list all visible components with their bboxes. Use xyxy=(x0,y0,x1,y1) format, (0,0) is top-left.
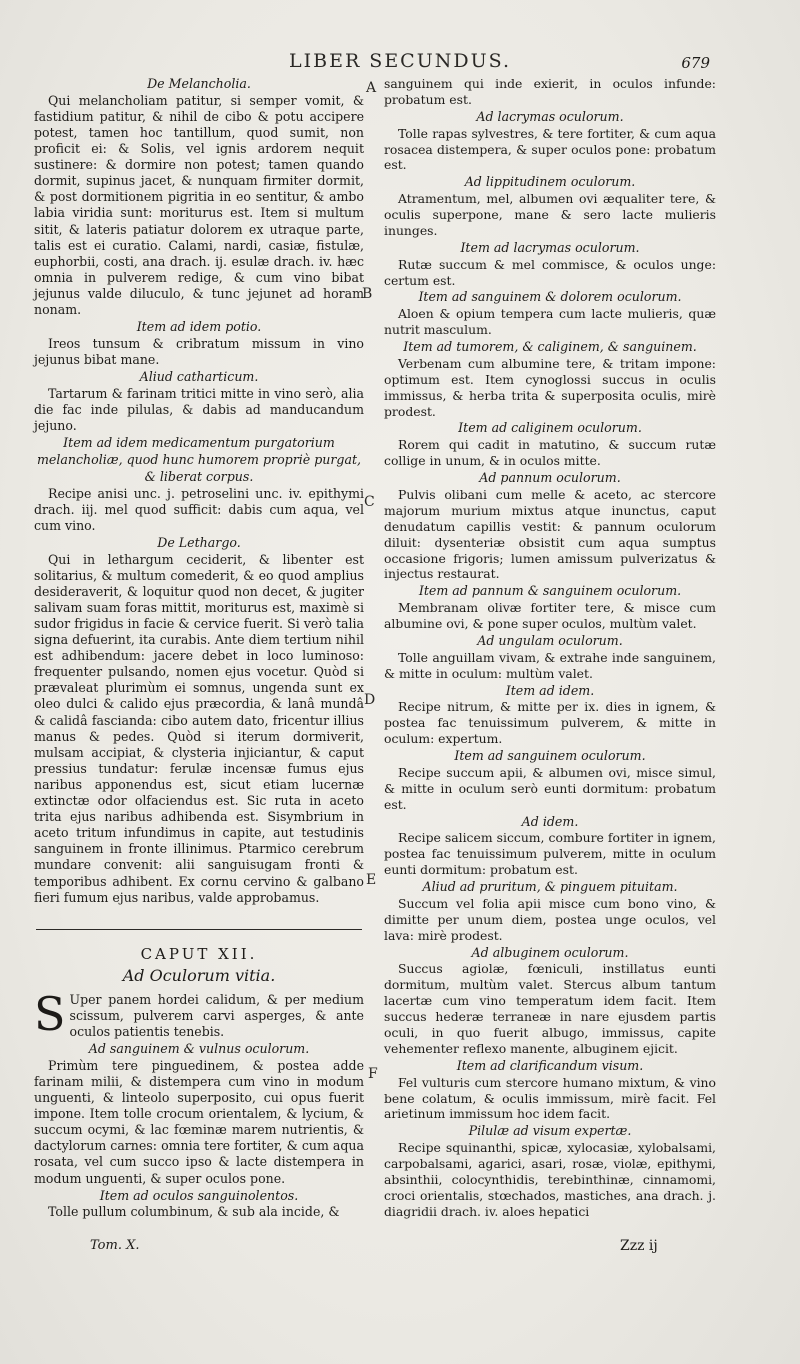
section-heading: Ad lacrymas oculorum. xyxy=(476,108,624,124)
section-sanguinem-oculorum xyxy=(384,748,716,813)
section-heading: Item ad clarificandum visum. xyxy=(456,1057,644,1073)
running-header: LIBER SECUNDUS. xyxy=(289,50,511,72)
footer-signature: Zzz ij xyxy=(620,1238,658,1254)
section-text: Membranam olivæ fortiter tere, & misce cum albumine ovi, & pone super oculos, multùm valet. xyxy=(384,600,716,632)
margin-letter-b: B xyxy=(362,286,373,302)
section-text-with-dropcap xyxy=(34,986,364,1041)
chapter-title: CAPUT XII. xyxy=(140,944,258,963)
section-albuginem xyxy=(384,945,716,1057)
section-caliginem xyxy=(384,420,716,469)
section-sanguinolentos xyxy=(34,1188,364,1221)
section-lippitudinem xyxy=(384,174,716,239)
section-heading: Item ad oculos sanguinolentos. xyxy=(99,1187,299,1203)
section-heading: Item ad sanguinem oculorum. xyxy=(454,748,646,764)
section-idem xyxy=(384,683,716,748)
chapter-subtitle: Ad Oculorum vitia. xyxy=(122,965,276,985)
margin-letter-f: F xyxy=(368,1066,378,1082)
section-heading: Ad lippitudinem oculorum. xyxy=(464,174,636,190)
section-text: Atramentum, mel, albumen ovi æqualiter tere, & oculis superpone, mane & sero lacte mulieris inunges. xyxy=(384,191,716,238)
section-text: Recipe anisi unc. j. petroselini unc. iv. epithymi drach. iij. mel quod sufficit: dabis cum aqua, vel cum vino. xyxy=(34,485,364,533)
left-column xyxy=(34,76,364,1222)
section-heading: Item ad idem. xyxy=(505,682,595,698)
margin-letter-e: E xyxy=(366,872,377,888)
section-heading: Item ad lacrymas oculorum. xyxy=(460,239,640,255)
section-heading: Ad albuginem oculorum. xyxy=(471,944,629,960)
section-sanguinem-vulnus xyxy=(34,1041,364,1187)
section-continuation xyxy=(384,76,716,108)
right-column xyxy=(384,76,716,1221)
section-ungulam xyxy=(384,633,716,682)
section-text: Recipe squinanthi, spicæ, xylocasiæ, xylobalsami, carpobalsami, agarici, asari, rosæ, violæ, epithymi, absinthii, colocynthidis, terebinthinæ, cinnamomi, croci orientalis, stœchados, mastiches, ana drach. j. diagridii drach. iv. aloes hepatici xyxy=(384,1140,716,1219)
section-opening xyxy=(34,986,364,1041)
section-sanguinem-dolorem xyxy=(384,289,716,338)
section-heading: Ad sanguinem & vulnus oculorum. xyxy=(88,1041,310,1057)
section-text: Rutæ succum & mel commisce, & oculos unge: certum est. xyxy=(384,256,716,288)
section-text: Aloen & opium tempera cum lacte mulieris, quæ nutrit masculum. xyxy=(384,306,716,338)
section-text: Qui melancholiam patitur, si semper vomit, & fastidium patitur, & nihil de cibo & potu accipere potest, tamen hoc tantillum, quod sumit, non proficit ei: & Solis, vel ignis ardorem nequit sustinere: & dormire non potest; tamen quando dormit, supinus jacet, & nunquam firmiter dormit, & post dormitionem pigritia in eo sentitur, & ambo labia viridia sunt: moriturus est. Item si multum sitit, & lateris patiatur dolorem ex utraque parte, talis est ei curatio. Calami, nardi, casiæ, fistulæ, euphorbii, costi, ana drach. ij. esulæ drach. iv. hæc omnia in pulverem redige, & cum vino bibat jejunus valde diluculo, & tunc jejunet ad horam nonam. xyxy=(34,92,364,318)
section-heading: Aliud ad pruritum, & pinguem pituitam. xyxy=(422,879,678,895)
section-text: Recipe salicem siccum, combure fortiter in ignem, postea fac tenuissimum pulverem, mitte in oculum eunti dormitum: probatum est. xyxy=(384,830,716,878)
section-clarificandum xyxy=(384,1058,716,1123)
section-heading: Pilulæ ad visum expertæ. xyxy=(468,1123,632,1139)
section-heading: Item ad idem medicamentum purgatorium melancholiæ, quod hunc humorem propriè purgat, & liberat corpus. xyxy=(36,435,362,484)
section-text: Verbenam cum albumine tere, & tritam impone: optimum est. Item cynoglossi succus in oculis immissus, & herba trita & superposita oculis, mirè prodest. xyxy=(384,355,716,419)
margin-letter-d: D xyxy=(364,692,376,708)
section-heading: De Lethargo. xyxy=(157,534,241,550)
section-heading: Item ad caliginem oculorum. xyxy=(458,420,642,436)
section-text: Tolle anguillam vivam, & extrahe inde sanguinem, & mitte in oculum: multùm valet. xyxy=(384,649,716,681)
section-catharticum xyxy=(34,369,364,434)
section-purgatorium xyxy=(34,435,364,534)
footer-volume: Tom. X. xyxy=(90,1238,140,1253)
section-lacrymas xyxy=(384,109,716,174)
section-heading: Ad ungulam oculorum. xyxy=(477,632,623,648)
section-text: Rorem qui cadit in matutino, & succum rutæ collige in unum, & in oculos mitte. xyxy=(384,437,716,469)
page-number: 679 xyxy=(681,54,710,72)
section-heading: Ad pannum oculorum. xyxy=(479,470,621,486)
section-heading: Item ad tumorem, & caliginem, & sanguinem. xyxy=(403,339,697,355)
section-text: Succus agiolæ, fœniculi, instillatus eunti dormitum, multùm valet. Stercus album tantum lacertæ cum vino temperatum idem facit. Item succus hederæ terraneæ in nare ejusdem partis oculi, in quo fuerit albugo, immissus, capite vehementer reflexo manente, albuginem ejicit. xyxy=(384,961,716,1056)
section-tumorem xyxy=(384,339,716,419)
section-text: Fel vulturis cum stercore humano mixtum, & vino bene colatum, & oculis immissum, mirè facit. Fel arietinum immissum hoc idem facit. xyxy=(384,1074,716,1122)
section-text: Recipe succum apii, & albumen ovi, misce simul, & mitte in oculum serò eunti dormitum: probatum est. xyxy=(384,764,716,812)
section-heading: Item ad sanguinem & dolorem oculorum. xyxy=(418,289,682,305)
section-ad-idem xyxy=(384,814,716,879)
section-heading: De Melancholia. xyxy=(147,76,251,91)
section-text: Tartarum & farinam tritici mitte in vino serò, alia die fac inde pilulas, & dabis ad manducandum jejuno. xyxy=(34,385,364,434)
section-text: Recipe nitrum, & mitte per ix. dies in ignem, & postea fac tenuissimum pulverem, & mitte in oculum: expertum. xyxy=(384,699,716,747)
section-text: Ireos tunsum & cribratum missum in vino jejunus bibat mane. xyxy=(34,335,364,367)
section-lethargo xyxy=(34,535,364,906)
section-heading: Aliud catharticum. xyxy=(139,369,259,385)
section-pannum xyxy=(384,470,716,582)
section-text: Succum vel folia apii misce cum bono vino, & dimitte per unum diem, postea unge oculos, vel lava: mirè prodest. xyxy=(384,895,716,943)
drop-cap: S xyxy=(34,986,66,1041)
section-text: Tolle rapas sylvestres, & tere fortiter, & cum aqua rosacea distempera, & super oculos pone: probatum est. xyxy=(384,125,716,173)
section-text: Uper panem hordei calidum, & per medium scissum, pulverem carvi asperges, & ante oculos patientis tenebis. xyxy=(69,991,364,1039)
section-text: Tolle pullum columbinum, & sub ala incide, & xyxy=(48,1204,340,1220)
margin-letter-a: A xyxy=(366,80,377,96)
section-lacrymas-2 xyxy=(384,240,716,289)
section-rule xyxy=(36,929,362,930)
section-pannum-sanguinem xyxy=(384,583,716,632)
section-heading: Item ad pannum & sanguinem oculorum. xyxy=(418,583,682,599)
section-text: sanguinem qui inde exierit, in oculos infunde: probatum est. xyxy=(384,76,716,107)
section-pruritum xyxy=(384,879,716,944)
section-text: Pulvis olibani cum melle & aceto, ac stercore majorum murium mixtus atque inunctus, caput denudatum capillis vestit: & pannum oculorum diluit: dysenteriæ obsistit cum aqua sumptus occasione frigoris; lumen amissum pulverizatus & injectus restaurat. xyxy=(384,486,716,582)
spacer xyxy=(34,907,364,929)
margin-letter-c: C xyxy=(364,494,375,510)
section-potio xyxy=(34,319,364,368)
section-heading: Ad idem. xyxy=(521,813,579,829)
section-text: Primùm tere pinguedinem, & postea adde farinam milii, & distempera cum vino in modum unguenti, & linteolo superposito, cui opus fuerit impone. Item tolle crocum orientalem, & lycium, & succum ocymi, & lac fœminæ marem nutrientis, & dactylorum carnes: omnia tere fortiter, & cum aqua rosata, vel cum succo ipso & lacte distempera in modum unguenti, & super oculos pone. xyxy=(34,1057,364,1186)
section-pilulae xyxy=(384,1123,716,1219)
section-text: Qui in lethargum ceciderit, & libenter est solitarius, & multum comederit, & eo quod amplius desideraverit, & loquitur quod non decet, & jugiter salivam suam foras mittit, moriturus est, maximè si sudor frigidus in facie & cervice fuerit. Si verò talia signa defuerint, ita curabis. Ante diem tertium nihil est adhibendum: jacere debet in loco luminoso: frequenter pulsando, nomen ejus vocetur. Quòd si prævaleat plurimùm ei somnus, ungenda sunt ex oleo dulci & calido ejus præcordia, & lanâ mundâ & calidâ fascianda: cibo autem dato, fricentur illius manus & pedes. Quòd si iterum dormiverit, mulsam accipiat, & clysteria injiciantur, & caput pressius tundatur: ferulæ incensæ fumus ejus naribus apponendus est, sicut etiam lucernæ extinctæ odor olfaciendus est. Sic ruta in aceto trita ejus naribus adhibenda est. Sisymbrium in aceto tritum infundimus in capite, aut testudinis sanguinem in fronte illinimus. Ptarmico cerebrum mundare convenit: alii sanguisugam fronti & temporibus adhibent. Ex cornu cervino & galbano fieri fumum ejus naribus, valde approbamus. xyxy=(34,551,364,905)
section-melancholia xyxy=(34,76,364,318)
section-heading: Item ad idem potio. xyxy=(136,319,262,335)
